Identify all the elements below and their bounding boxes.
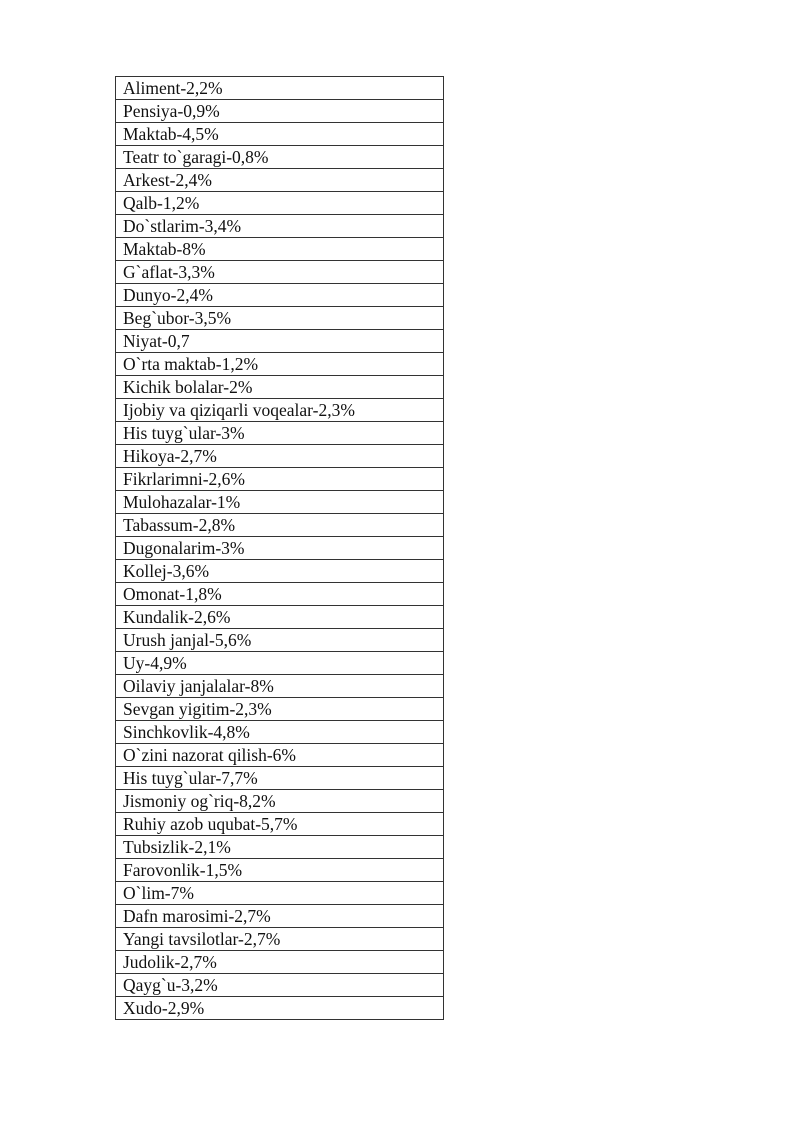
table-row bbox=[116, 629, 444, 652]
table-row bbox=[116, 353, 444, 376]
table-cell: Arkest-2,4% bbox=[116, 169, 444, 192]
table-row bbox=[116, 583, 444, 606]
table-cell: O`rta maktab-1,2% bbox=[116, 353, 444, 376]
table-row bbox=[116, 997, 444, 1020]
table-row bbox=[116, 307, 444, 330]
table-cell: Pensiya-0,9% bbox=[116, 100, 444, 123]
table-row bbox=[116, 882, 444, 905]
table-cell: O`zini nazorat qilish-6% bbox=[116, 744, 444, 767]
table-row bbox=[116, 721, 444, 744]
table-row bbox=[116, 468, 444, 491]
table-cell: Dafn marosimi-2,7% bbox=[116, 905, 444, 928]
table-row bbox=[116, 491, 444, 514]
table-body bbox=[116, 77, 444, 1020]
table-row bbox=[116, 192, 444, 215]
table-cell: G`aflat-3,3% bbox=[116, 261, 444, 284]
table-row bbox=[116, 537, 444, 560]
table-row bbox=[116, 744, 444, 767]
table-cell: Dugonalarim-3% bbox=[116, 537, 444, 560]
table-row bbox=[116, 169, 444, 192]
table-cell: Niyat-0,7 bbox=[116, 330, 444, 353]
table-row bbox=[116, 284, 444, 307]
table-cell: O`lim-7% bbox=[116, 882, 444, 905]
table-row bbox=[116, 859, 444, 882]
table-cell: His tuyg`ular-7,7% bbox=[116, 767, 444, 790]
table-cell: Sinchkovlik-4,8% bbox=[116, 721, 444, 744]
table-cell: Fikrlarimni-2,6% bbox=[116, 468, 444, 491]
table-row bbox=[116, 974, 444, 997]
table-row bbox=[116, 767, 444, 790]
table-row bbox=[116, 215, 444, 238]
table-row bbox=[116, 652, 444, 675]
table-row bbox=[116, 905, 444, 928]
table-cell: His tuyg`ular-3% bbox=[116, 422, 444, 445]
table-cell: Do`stlarim-3,4% bbox=[116, 215, 444, 238]
table-cell: Oilaviy janjalalar-8% bbox=[116, 675, 444, 698]
table-row bbox=[116, 790, 444, 813]
table-cell: Qayg`u-3,2% bbox=[116, 974, 444, 997]
table-row bbox=[116, 514, 444, 537]
table-row bbox=[116, 77, 444, 100]
table-cell: Kichik bolalar-2% bbox=[116, 376, 444, 399]
table-row bbox=[116, 330, 444, 353]
table-cell: Yangi tavsilotlar-2,7% bbox=[116, 928, 444, 951]
table-row bbox=[116, 606, 444, 629]
table-cell: Mulohazalar-1% bbox=[116, 491, 444, 514]
table-row bbox=[116, 376, 444, 399]
table-cell: Omonat-1,8% bbox=[116, 583, 444, 606]
table-cell: Xudo-2,9% bbox=[116, 997, 444, 1020]
table-cell: Maktab-8% bbox=[116, 238, 444, 261]
table-cell: Ruhiy azob uqubat-5,7% bbox=[116, 813, 444, 836]
table-row bbox=[116, 123, 444, 146]
table-row bbox=[116, 261, 444, 284]
table-cell: Sevgan yigitim-2,3% bbox=[116, 698, 444, 721]
table-cell: Maktab-4,5% bbox=[116, 123, 444, 146]
table-row bbox=[116, 100, 444, 123]
table-row bbox=[116, 928, 444, 951]
table-row bbox=[116, 399, 444, 422]
table-row bbox=[116, 238, 444, 261]
table-row bbox=[116, 813, 444, 836]
table-cell: Tubsizlik-2,1% bbox=[116, 836, 444, 859]
table-cell: Hikoya-2,7% bbox=[116, 445, 444, 468]
table-cell: Kollej-3,6% bbox=[116, 560, 444, 583]
table-cell: Tabassum-2,8% bbox=[116, 514, 444, 537]
table-row bbox=[116, 146, 444, 169]
table-cell: Ijobiy va qiziqarli voqealar-2,3% bbox=[116, 399, 444, 422]
word-percentage-table bbox=[115, 76, 444, 1020]
table-cell: Jismoniy og`riq-8,2% bbox=[116, 790, 444, 813]
table-cell: Qalb-1,2% bbox=[116, 192, 444, 215]
table-row bbox=[116, 951, 444, 974]
table-cell: Dunyo-2,4% bbox=[116, 284, 444, 307]
table-cell: Farovonlik-1,5% bbox=[116, 859, 444, 882]
table-cell: Beg`ubor-3,5% bbox=[116, 307, 444, 330]
table-row bbox=[116, 698, 444, 721]
table-row bbox=[116, 836, 444, 859]
table-row bbox=[116, 675, 444, 698]
table-row bbox=[116, 422, 444, 445]
table-cell: Urush janjal-5,6% bbox=[116, 629, 444, 652]
table-row bbox=[116, 560, 444, 583]
table-cell: Teatr to`garagi-0,8% bbox=[116, 146, 444, 169]
table-cell: Kundalik-2,6% bbox=[116, 606, 444, 629]
table-cell: Aliment-2,2% bbox=[116, 77, 444, 100]
table-row bbox=[116, 445, 444, 468]
table-cell: Judolik-2,7% bbox=[116, 951, 444, 974]
table-cell: Uy-4,9% bbox=[116, 652, 444, 675]
